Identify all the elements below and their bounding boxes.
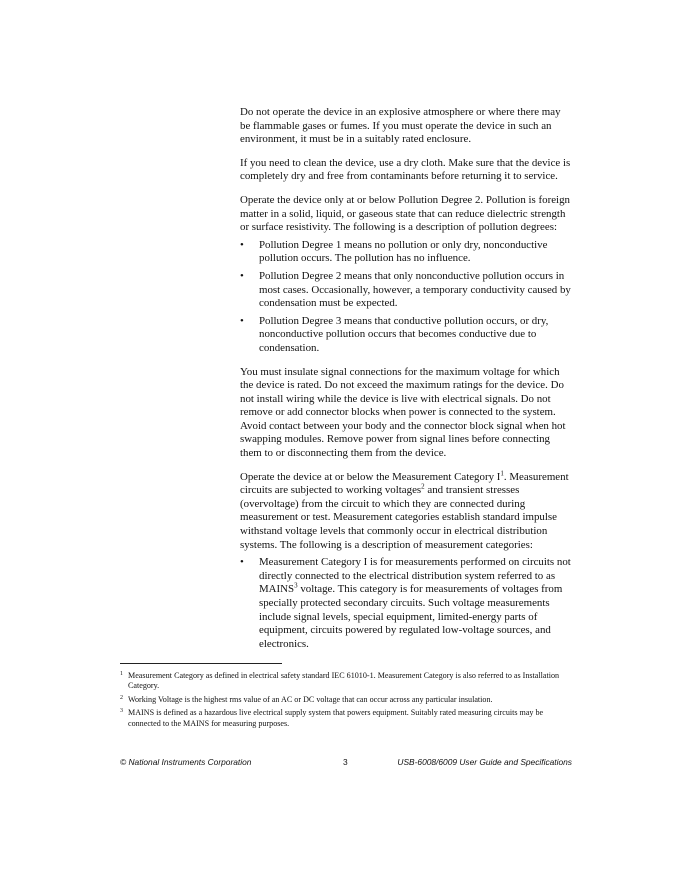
footnote-text: Working Voltage is the highest rms value of an AC or DC voltage that can occur across any particular insulation. xyxy=(128,694,493,704)
pollution-degree-3-text: Pollution Degree 3 means that conductive pollution occurs, or dry, nonconductive pollution occurs that becomes conductive due to condensation. xyxy=(259,314,549,354)
footnote-number: 3 xyxy=(120,708,123,715)
measurement-category-list xyxy=(240,556,572,651)
measurement-category-text-a: Operate the device at or below the Measurement Category I xyxy=(240,470,501,483)
paragraph-pollution-degree: Operate the device only at or below Pollution Degree 2. Pollution is foreign matter in a solid, liquid, or gaseous state that can reduce dielectric strength or surface resistivity. The following is a description of pollution degrees: xyxy=(240,193,570,234)
paragraph-insulation: You must insulate signal connections for the maximum voltage for which the device is rated. Do not exceed the maximum ratings for the device. Do not install wiring while the device is live with electrical signals. Do not remove or add connector blocks when power is connected to the system. Avoid contact between your body and the connector block signal when hot swapping modules. Remove power from signal lines before connecting them to or disconnecting them from the device. xyxy=(240,365,566,460)
footer-copyright: © National Instruments Corporation xyxy=(120,757,252,767)
footnote-number: 2 xyxy=(120,694,123,701)
paragraph-explosive-atmosphere: Do not operate the device in an explosive atmosphere or where there may be flammable gases or fumes. If you must operate the device in such an environment, it must be in a suitably rated enclosure. xyxy=(240,106,561,146)
measurement-category-1-text-b: voltage. This category is for measurements of voltages from specially protected secondary circuits. Such voltage measurements include signal levels, special equipment, limited-energy parts of equipment, circuits powered by regulated low-voltage sources, and electronics. xyxy=(259,583,563,650)
paragraph-measurement-category xyxy=(240,471,572,553)
main-text-column xyxy=(240,106,572,661)
pollution-degree-list xyxy=(240,239,572,356)
pollution-degree-2-text: Pollution Degree 2 means that only nonconductive pollution occurs in most cases. Occasionally, however, a temporary conductivity caused by condensation must be expected. xyxy=(259,269,571,310)
footnotes xyxy=(120,671,572,732)
list-item xyxy=(240,556,572,651)
list-item xyxy=(240,239,572,266)
footnote-text: Measurement Category as defined in electrical safety standard IEC 61010-1. Measurement Category is also referred to as Installation Category. xyxy=(128,671,560,691)
measurement-category-1-text xyxy=(259,556,571,650)
footnote-ref-1[interactable]: 1 xyxy=(500,469,504,478)
bullet-marker: • xyxy=(240,556,244,569)
footer-document-title: USB-6008/6009 User Guide and Specifications xyxy=(397,757,572,767)
footnote-ref-2[interactable]: 2 xyxy=(421,482,425,491)
measurement-category-text-c: and transient stresses (overvoltage) from the circuit to which they are connected during measurement or test. Measurement categories establish standard impulse withstand voltage levels that commonly occur in electrical distribution systems. The following is a description of measurement categories: xyxy=(240,484,557,551)
measurement-category-text-b: . Measurement circuits are subjected to working voltages xyxy=(240,470,569,497)
page-footer xyxy=(120,757,572,771)
footnote-ref-3[interactable]: 3 xyxy=(294,581,298,590)
footnote-text: MAINS is defined as a hazardous live electrical supply system that powers equipment. Suitably rated measuring circuits may be connected to the MAINS for measuring purposes. xyxy=(128,708,544,728)
footnote-number: 1 xyxy=(120,671,123,677)
list-item xyxy=(240,270,572,311)
footnote-3 xyxy=(120,708,572,729)
bullet-marker: • xyxy=(240,269,244,282)
paragraph-cleaning: If you need to clean the device, use a dry cloth. Make sure that the device is completely dry and free from contaminants before returning it to service. xyxy=(240,156,571,183)
page-number: 3 xyxy=(343,757,348,767)
bullet-marker: • xyxy=(240,238,244,251)
footnote-1 xyxy=(120,671,572,692)
measurement-category-1-text-a: Measurement Category I is for measurements performed on circuits not directly connected to the electrical distribution system referred to as MAINS xyxy=(259,556,571,596)
footnote-2 xyxy=(120,695,572,705)
list-item xyxy=(240,315,572,356)
bullet-marker: • xyxy=(240,314,244,327)
footnote-divider xyxy=(120,663,282,664)
pollution-degree-1-text: Pollution Degree 1 means no pollution or only dry, nonconductive pollution occurs. The pollution has no influence. xyxy=(259,238,548,265)
